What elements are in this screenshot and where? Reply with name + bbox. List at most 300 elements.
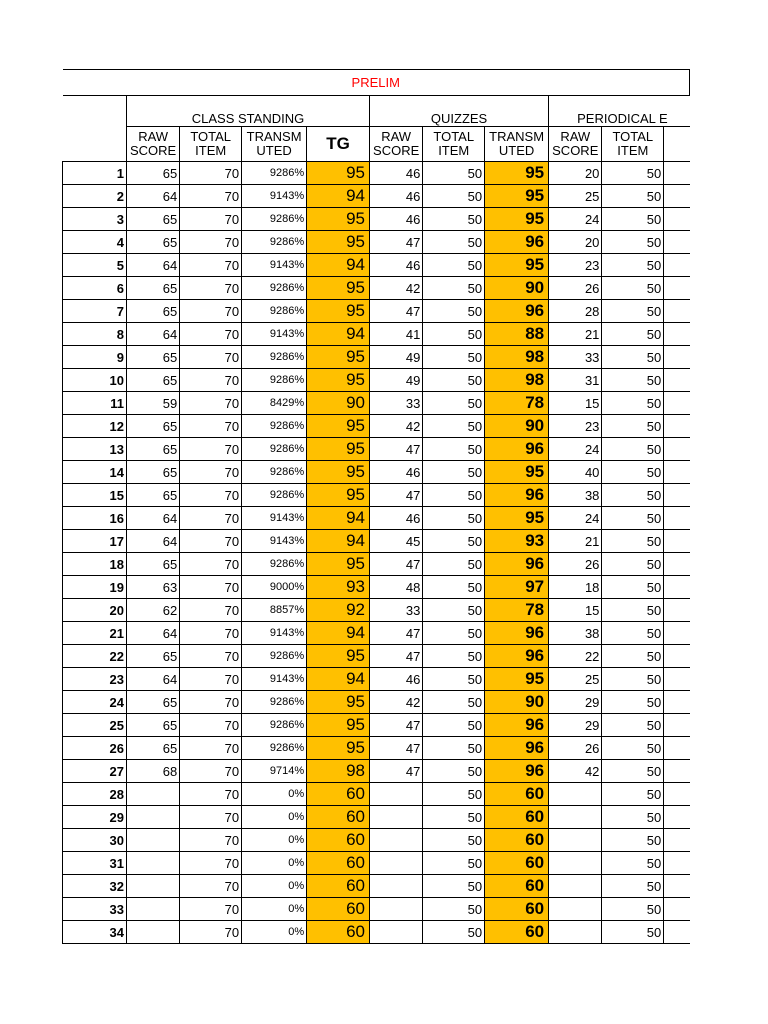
table-row: [63, 852, 690, 875]
table-row: [63, 806, 690, 829]
q-total-item: 50: [423, 277, 485, 300]
p-total-item: 50: [602, 162, 664, 185]
p-overflow-cell: [664, 461, 690, 484]
table-row: [63, 645, 690, 668]
q-transmuted: 90: [485, 277, 549, 300]
row-number: 33: [63, 898, 127, 921]
p-overflow-cell: [664, 714, 690, 737]
q-transmuted: 60: [485, 783, 549, 806]
p-total-item: 50: [602, 530, 664, 553]
row-number: 32: [63, 875, 127, 898]
cs-total-item: 70: [180, 599, 242, 622]
cs-transmuted: 9286%: [242, 553, 307, 576]
cs-raw-score: [126, 875, 179, 898]
cs-raw-score: [126, 921, 179, 944]
q-transmuted: 88: [485, 323, 549, 346]
table-row: [63, 921, 690, 944]
header-row-term: [63, 70, 690, 96]
cs-raw-score: 65: [126, 208, 179, 231]
q-transmuted: 60: [485, 875, 549, 898]
cs-transmuted: 9286%: [242, 162, 307, 185]
row-number: 2: [63, 185, 127, 208]
table-row: [63, 783, 690, 806]
q-raw-score: [370, 875, 423, 898]
p-total-item: 50: [602, 208, 664, 231]
table-row: [63, 737, 690, 760]
q-total-item: 50: [423, 392, 485, 415]
q-transmuted: 96: [485, 737, 549, 760]
p-overflow-cell: [664, 208, 690, 231]
p-raw-score: 38: [549, 484, 602, 507]
p-overflow-cell: [664, 553, 690, 576]
tg-value: 93: [307, 576, 370, 599]
p-raw-score: 28: [549, 300, 602, 323]
q-transmuted: 60: [485, 898, 549, 921]
cs-transmuted: 9000%: [242, 576, 307, 599]
q-raw-score: 47: [370, 622, 423, 645]
p-total-item: 50: [602, 691, 664, 714]
table-row: [63, 323, 690, 346]
tg-value: 94: [307, 622, 370, 645]
p-raw-score: 33: [549, 346, 602, 369]
row-number: 4: [63, 231, 127, 254]
q-total-item: 50: [423, 323, 485, 346]
p-raw-score: 23: [549, 254, 602, 277]
grade-sheet: [62, 69, 668, 944]
q-raw-score: [370, 783, 423, 806]
cs-total-item: 70: [180, 392, 242, 415]
tg-value: 95: [307, 231, 370, 254]
q-total-item: 50: [423, 507, 485, 530]
cs-transmuted: 9286%: [242, 438, 307, 461]
p-total-item: 50: [602, 714, 664, 737]
periodical-header: PERIODICAL E: [549, 96, 690, 127]
cs-raw-score: 65: [126, 484, 179, 507]
q-total-item: 50: [423, 553, 485, 576]
q-total-item: 50: [423, 300, 485, 323]
table-row: [63, 599, 690, 622]
p-total-item: 50: [602, 760, 664, 783]
q-raw-score: 47: [370, 438, 423, 461]
row-number: 23: [63, 668, 127, 691]
cs-transmuted: 9143%: [242, 185, 307, 208]
cs-total-item: 70: [180, 461, 242, 484]
q-raw-score: 49: [370, 369, 423, 392]
cs-total-item: 70: [180, 829, 242, 852]
cs-total-item: 70: [180, 415, 242, 438]
cs-total-item: 70: [180, 714, 242, 737]
p-raw-score: 29: [549, 691, 602, 714]
tg-value: 94: [307, 254, 370, 277]
q-raw-score: 49: [370, 346, 423, 369]
row-number: 28: [63, 783, 127, 806]
cs-transmuted: 0%: [242, 806, 307, 829]
cs-total-item: 70: [180, 737, 242, 760]
q-transmuted: 95: [485, 185, 549, 208]
q-raw-score: 46: [370, 507, 423, 530]
cs-raw-score: 65: [126, 645, 179, 668]
cs-raw-score: 68: [126, 760, 179, 783]
table-row: [63, 576, 690, 599]
q-transmuted: 96: [485, 553, 549, 576]
tg-value: 95: [307, 714, 370, 737]
cs-total-item: 70: [180, 921, 242, 944]
p-total-item: 50: [602, 783, 664, 806]
p-overflow-cell: [664, 231, 690, 254]
p-total-item: 50: [602, 392, 664, 415]
p-overflow-cell: [664, 760, 690, 783]
cs-raw-score: 65: [126, 231, 179, 254]
cs-total-item: 70: [180, 898, 242, 921]
p-raw-score: 40: [549, 461, 602, 484]
tg-value: 95: [307, 208, 370, 231]
p-total-item: 50: [602, 415, 664, 438]
q-transmuted: 90: [485, 415, 549, 438]
p-overflow-cell: [664, 783, 690, 806]
table-row: [63, 875, 690, 898]
p-overflow-cell: [664, 369, 690, 392]
q-transmuted: 78: [485, 392, 549, 415]
row-number: 13: [63, 438, 127, 461]
cs-total-item: 70: [180, 875, 242, 898]
table-row: [63, 714, 690, 737]
cs-raw-score: 62: [126, 599, 179, 622]
q-raw-score: [370, 806, 423, 829]
q-transmuted: 96: [485, 438, 549, 461]
tg-value: 60: [307, 783, 370, 806]
table-row: [63, 231, 690, 254]
cs-raw-score: 64: [126, 668, 179, 691]
table-row: [63, 254, 690, 277]
q-transmuted: 96: [485, 714, 549, 737]
q-transmuted: 60: [485, 852, 549, 875]
p-total-item: 50: [602, 852, 664, 875]
p-raw-score: 24: [549, 507, 602, 530]
cs-raw-score: 65: [126, 714, 179, 737]
table-row: [63, 484, 690, 507]
q-total-item: 50: [423, 852, 485, 875]
q-transmuted: 96: [485, 622, 549, 645]
p-raw-score: [549, 921, 602, 944]
q-transmuted: 97: [485, 576, 549, 599]
cs-transmuted: 9143%: [242, 668, 307, 691]
q-transmuted: 60: [485, 921, 549, 944]
q-total-item: 50: [423, 438, 485, 461]
cs-raw-score: 59: [126, 392, 179, 415]
q-total-item: 50: [423, 760, 485, 783]
q-raw-score: 33: [370, 392, 423, 415]
cs-total-item: 70: [180, 231, 242, 254]
q-raw-score: 47: [370, 300, 423, 323]
cs-transmuted: 9286%: [242, 369, 307, 392]
p-raw-score: 29: [549, 714, 602, 737]
q-total-item: 50: [423, 346, 485, 369]
cs-raw-score: 65: [126, 737, 179, 760]
q-raw-score: 47: [370, 484, 423, 507]
cs-transmuted: 0%: [242, 852, 307, 875]
row-number: 24: [63, 691, 127, 714]
p-raw-score: [549, 852, 602, 875]
cs-raw-score: 65: [126, 300, 179, 323]
tg-value: 98: [307, 760, 370, 783]
q-transmuted: 95: [485, 461, 549, 484]
p-total-item: 50: [602, 231, 664, 254]
p-overflow-cell: [664, 530, 690, 553]
tg-value: 92: [307, 599, 370, 622]
row-number: 19: [63, 576, 127, 599]
table-row: [63, 415, 690, 438]
q-raw-score: [370, 921, 423, 944]
row-number: 21: [63, 622, 127, 645]
cs-total-item: 70: [180, 852, 242, 875]
q-raw-score-header: RAW SCORE: [370, 127, 423, 162]
row-number: 25: [63, 714, 127, 737]
cs-raw-score-header: RAW SCORE: [126, 127, 179, 162]
tg-header: TG: [307, 127, 370, 162]
table-row: [63, 829, 690, 852]
p-raw-score: 22: [549, 645, 602, 668]
q-total-item: 50: [423, 185, 485, 208]
p-raw-score: [549, 829, 602, 852]
cs-transmuted: 9143%: [242, 530, 307, 553]
q-raw-score: 46: [370, 162, 423, 185]
cs-total-item: 70: [180, 691, 242, 714]
cs-total-item: 70: [180, 645, 242, 668]
cs-total-item: 70: [180, 668, 242, 691]
cs-transmuted: 9286%: [242, 461, 307, 484]
cs-transmuted: 9286%: [242, 645, 307, 668]
p-overflow-cell: [664, 599, 690, 622]
p-total-item: 50: [602, 323, 664, 346]
p-raw-score: 24: [549, 208, 602, 231]
q-raw-score: 41: [370, 323, 423, 346]
p-total-item: 50: [602, 875, 664, 898]
cs-transmuted: 8429%: [242, 392, 307, 415]
q-total-item: 50: [423, 691, 485, 714]
cs-transmuted: 9286%: [242, 691, 307, 714]
tg-value: 60: [307, 875, 370, 898]
p-overflow-cell: [664, 415, 690, 438]
q-transmuted: 95: [485, 208, 549, 231]
q-raw-score: 47: [370, 645, 423, 668]
p-raw-score: 20: [549, 231, 602, 254]
q-total-item: 50: [423, 576, 485, 599]
q-total-item: 50: [423, 714, 485, 737]
table-row: [63, 300, 690, 323]
cs-total-item: 70: [180, 438, 242, 461]
tg-value: 95: [307, 461, 370, 484]
cs-raw-score: 65: [126, 438, 179, 461]
tg-value: 95: [307, 553, 370, 576]
p-raw-score: 15: [549, 599, 602, 622]
q-transmuted: 96: [485, 231, 549, 254]
q-total-item: 50: [423, 875, 485, 898]
tg-value: 60: [307, 829, 370, 852]
row-number: 31: [63, 852, 127, 875]
p-raw-score: [549, 806, 602, 829]
p-overflow-cell: [664, 622, 690, 645]
cs-total-item: 70: [180, 323, 242, 346]
row-number: 22: [63, 645, 127, 668]
table-row: [63, 898, 690, 921]
cs-transmuted: 0%: [242, 829, 307, 852]
cs-transmuted: 9286%: [242, 415, 307, 438]
q-total-item: 50: [423, 530, 485, 553]
cs-raw-score: 64: [126, 507, 179, 530]
p-total-item: 50: [602, 300, 664, 323]
cs-raw-score: 65: [126, 369, 179, 392]
p-raw-score: 26: [549, 277, 602, 300]
p-raw-score: 26: [549, 553, 602, 576]
p-total-item: 50: [602, 645, 664, 668]
cs-total-item: 70: [180, 806, 242, 829]
cs-total-item: 70: [180, 530, 242, 553]
p-overflow-cell: [664, 806, 690, 829]
q-total-item: 50: [423, 829, 485, 852]
tg-value: 95: [307, 346, 370, 369]
q-raw-score: 33: [370, 599, 423, 622]
row-number: 30: [63, 829, 127, 852]
p-total-item: 50: [602, 507, 664, 530]
q-transmuted: 96: [485, 484, 549, 507]
row-number: 34: [63, 921, 127, 944]
p-overflow-cell: [664, 346, 690, 369]
p-overflow-cell: [664, 576, 690, 599]
p-overflow-cell: [664, 668, 690, 691]
cs-raw-score: [126, 806, 179, 829]
row-number: 20: [63, 599, 127, 622]
q-total-item-header: TOTAL ITEM: [423, 127, 485, 162]
cs-raw-score: 64: [126, 185, 179, 208]
row-number: 26: [63, 737, 127, 760]
q-raw-score: 42: [370, 415, 423, 438]
p-overflow-cell: [664, 691, 690, 714]
q-transmuted: 93: [485, 530, 549, 553]
p-overflow-cell: [664, 645, 690, 668]
p-total-item: 50: [602, 254, 664, 277]
q-transmuted: 96: [485, 645, 549, 668]
p-raw-score: 20: [549, 162, 602, 185]
p-overflow-cell: [664, 392, 690, 415]
q-raw-score: 45: [370, 530, 423, 553]
row-number: 11: [63, 392, 127, 415]
p-raw-score: [549, 875, 602, 898]
cs-raw-score: [126, 829, 179, 852]
cs-raw-score: [126, 783, 179, 806]
p-overflow-cell: [664, 829, 690, 852]
q-total-item: 50: [423, 783, 485, 806]
cs-raw-score: 63: [126, 576, 179, 599]
row-number: 6: [63, 277, 127, 300]
row-number: 3: [63, 208, 127, 231]
cs-total-item: 70: [180, 553, 242, 576]
cs-total-item: 70: [180, 576, 242, 599]
cs-total-item: 70: [180, 484, 242, 507]
q-total-item: 50: [423, 162, 485, 185]
q-total-item: 50: [423, 461, 485, 484]
p-raw-score: 38: [549, 622, 602, 645]
p-overflow-cell: [664, 898, 690, 921]
cs-total-item: 70: [180, 254, 242, 277]
tg-value: 94: [307, 323, 370, 346]
p-raw-score: [549, 783, 602, 806]
cs-raw-score: 65: [126, 553, 179, 576]
q-total-item: 50: [423, 622, 485, 645]
tg-value: 60: [307, 852, 370, 875]
q-transmuted: 98: [485, 346, 549, 369]
row-number: 14: [63, 461, 127, 484]
q-total-item: 50: [423, 921, 485, 944]
tg-value: 94: [307, 185, 370, 208]
tg-value: 95: [307, 162, 370, 185]
q-total-item: 50: [423, 737, 485, 760]
cs-raw-score: 65: [126, 162, 179, 185]
p-total-item: 50: [602, 898, 664, 921]
tg-value: 95: [307, 438, 370, 461]
q-total-item: 50: [423, 415, 485, 438]
row-number: 16: [63, 507, 127, 530]
p-raw-score: 26: [549, 737, 602, 760]
q-raw-score: 47: [370, 714, 423, 737]
p-overflow-cell: [664, 300, 690, 323]
q-transmuted-header: TRANSM UTED: [485, 127, 549, 162]
cs-total-item: 70: [180, 208, 242, 231]
cs-transmuted: 9286%: [242, 208, 307, 231]
q-transmuted: 78: [485, 599, 549, 622]
q-raw-score: 46: [370, 254, 423, 277]
q-raw-score: 47: [370, 737, 423, 760]
cs-transmuted: 0%: [242, 783, 307, 806]
cs-raw-score: 64: [126, 323, 179, 346]
p-total-item: 50: [602, 461, 664, 484]
table-row: [63, 691, 690, 714]
cs-transmuted: 9143%: [242, 507, 307, 530]
row-number: 29: [63, 806, 127, 829]
table-row: [63, 185, 690, 208]
cs-raw-score: 64: [126, 622, 179, 645]
table-row: [63, 553, 690, 576]
q-raw-score: [370, 829, 423, 852]
tg-value: 95: [307, 415, 370, 438]
p-overflow-cell: [664, 438, 690, 461]
cs-transmuted: 9286%: [242, 231, 307, 254]
row-number: 18: [63, 553, 127, 576]
p-raw-score: 42: [549, 760, 602, 783]
table-row: [63, 208, 690, 231]
q-transmuted: 95: [485, 162, 549, 185]
cs-raw-score: 65: [126, 415, 179, 438]
table-row: [63, 668, 690, 691]
p-raw-score: 24: [549, 438, 602, 461]
table-row: [63, 162, 690, 185]
q-raw-score: 42: [370, 277, 423, 300]
cs-transmuted: 9143%: [242, 254, 307, 277]
p-total-item: 50: [602, 553, 664, 576]
tg-value: 94: [307, 668, 370, 691]
p-raw-score: 21: [549, 530, 602, 553]
tg-value: 95: [307, 645, 370, 668]
cs-total-item: 70: [180, 622, 242, 645]
cs-total-item: 70: [180, 369, 242, 392]
table-row: [63, 392, 690, 415]
q-transmuted: 60: [485, 806, 549, 829]
cs-transmuted: 0%: [242, 875, 307, 898]
q-raw-score: 48: [370, 576, 423, 599]
header-row-columns: [63, 127, 690, 162]
q-raw-score: [370, 898, 423, 921]
tg-value: 95: [307, 691, 370, 714]
q-transmuted: 95: [485, 254, 549, 277]
